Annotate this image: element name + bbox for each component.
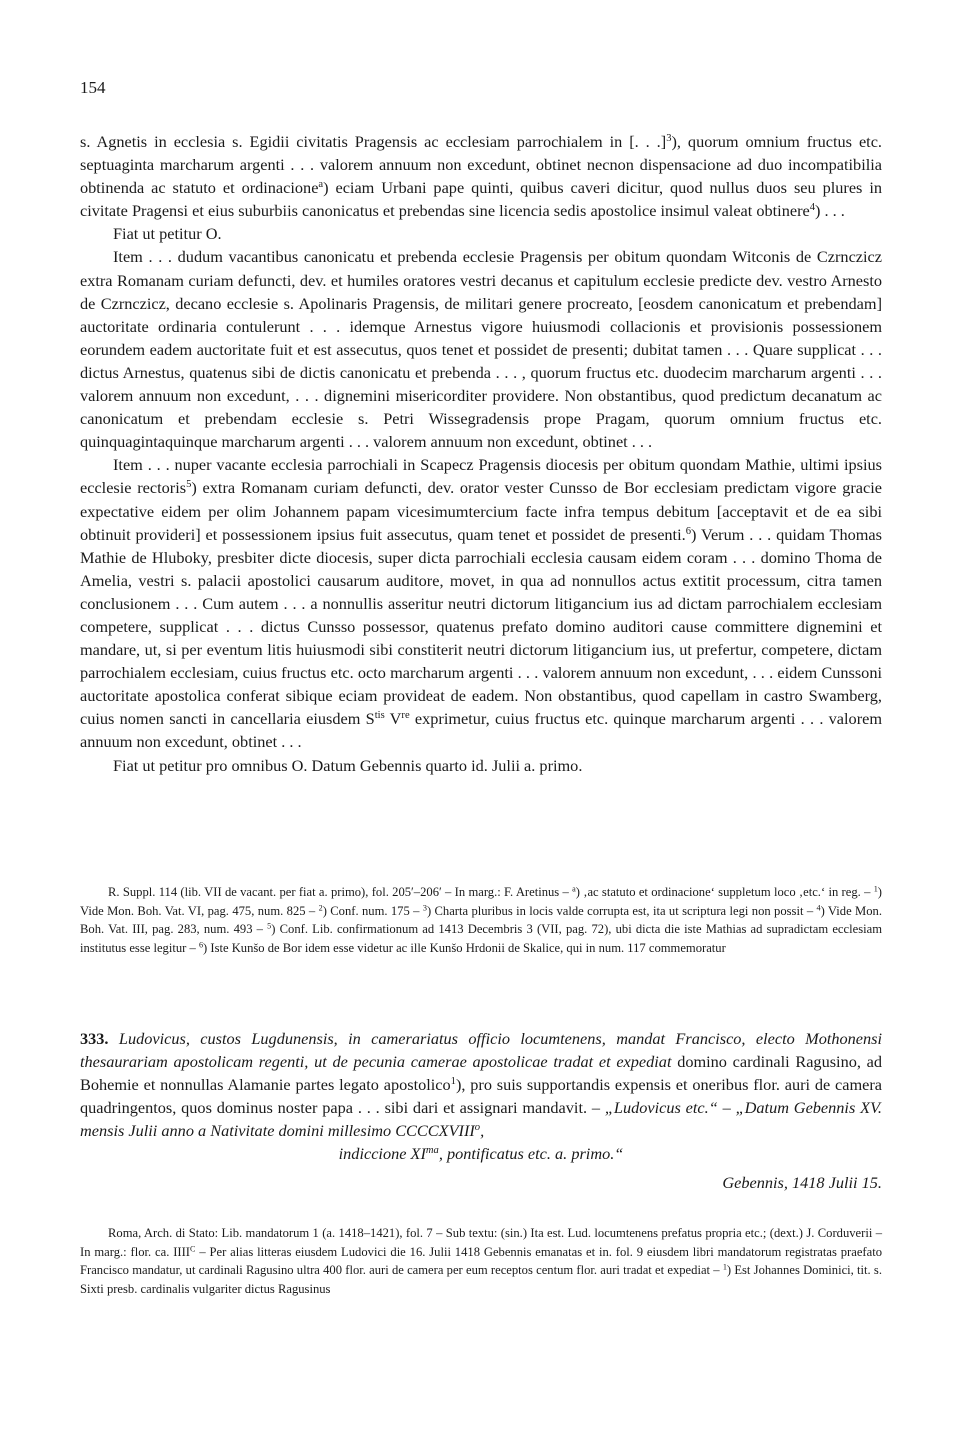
page-number: 154 xyxy=(80,78,106,97)
main-text xyxy=(80,130,882,777)
apparatus-note: Roma, Arch. di Stato: Lib. mandatorum 1 (a. 1418–1421), fol. 7 – Sub textu: (sin.) Ita est. Lud. locumtenens prefatus propria etc.; (dext.) J. Corduverii – In marg.: flor. ca. $IIII^C$ – Per alias litteras eiusdem Ludovici die 16. Julii 1418 Gebennis emanatas et in. fol. 9 eiusdem libri mandatorum registratas praefato Francisco mandatur, ut cardinali Ragusino ultra 400 flor. auri de camera per eum receptos centum flor. auri tradat et expediat – $^1$) Est Johannes Dominici, tit. s. Sixti presb. cardinalis vulgariter dictus Ragusinus xyxy=(80,1226,883,1297)
source-apparatus xyxy=(80,1224,882,1299)
footnote-ref: 6 xyxy=(685,525,691,537)
footnote-ref: 4 xyxy=(809,202,816,214)
critical-apparatus xyxy=(80,883,882,958)
footnote-ref: 3 xyxy=(666,133,672,145)
paragraph-2: Fiat ut petitur O. xyxy=(113,224,222,244)
entry-date: Gebennis, 1418 Julii 15. xyxy=(722,1172,882,1192)
apparatus-note: R. Suppl. 114 (lib. VII de vacant. per fiat a. primo), fol. 205′–206′ – In marg.: F. Aretinus – $^a$) ‚ac statuto et ordinacione‘ suppletum loco ‚etc.‘ in reg. – $^1$) Vide Mon. Boh. Vat. VI, pag. 475, num. 825 – $^2$) Conf. num. 175 – $^3$) Charta pluribus in locis valde corrupta est, ita ut scriptura legi non possit – $^4$) Vide Mon. Boh. Vat. III, pag. 283, num. 493 – $^5$) Conf. Lib. confirmationum ad 1413 Decembris 3 (VII, pag. 72), ubi dicta die iste Mathias ad supradictam ecclesiam institutus esse legitur – $^6$) Iste Kunšo de Bor idem esse videtur ac ille Kunšo Hrdonii de Skalice, qui in num. 117 commemoratur xyxy=(80,884,882,956)
paragraph-4: Item . . . nuper vacante ecclesia parrochiali in Scapecz Pragensis diocesis per obitum quondam Mathie, ultimi ipsius ecclesie rectoris$^5$) extra Romanam curiam defuncti, dev. orator vester Cunsso de Bor ecclesiam predictam vigore gracie expectative eidem per olim Johannem papam vicesimumtercium facte infra tempus debitum [acceptavit et de ea sibi obtinuit provideri] et possessionem ipsius fuit assecutus, quam tenet et possidet de presenti.$^6$) Verum . . . quidam Thomas Mathie de Hluboky, presbiter dicte diocesis, super dicta parrochiali ecclesia causam eidem coram . . . domino Thoma de Amelia, vestri s. palacii apostolici causarum auditore, movet, in qua ad nonnullos actus extitit processum, citra tamen conclusionem . . . Cum autem . . . a nonnullis asseritur neutri dictorum litigancium ius ad dictam parrochialem ecclesiam competere, supplicat . . . dictus Cunsso possessor, quatenus prefato domino auditori cause committere dignemini et mandare, ut, si per eventum litis huiusmodi sibi constiterit neutri dictorum litigancium ius, ut prefertur, competere, dictam parrochialem ecclesiam, cuius fructus etc. octo marcharum argenti . . . valorem annuum non excedunt, . . . eidem Cunssoni auctoritate apostolica conferat sibique eciam provideat de eadem. Non obstantibus, quod capellam in castro Swamberg, cuius nomen sancti in cancellaria eiusdem $S^{tis}$ Vre exprimetur, cuius fructus etc. quinque marcharum argenti . . . valorem annuum non excedunt, obtinet . . . xyxy=(80,455,883,752)
paragraph-3: Item . . . dudum vacantibus canonicatu et prebenda ecclesie Pragensis per obitum quondam Witconis de Czrnczicz extra Romanam curiam defuncti, dev. et humiles oratores vestri decanus et capitulum ecclesie predicte dev. vestro Arnesto de Czrnczicz, decano ecclesie s. Apolinaris Pragensis, de militari genere procreato, [eosdem canonicatum et prebendam] auctoritate ordinaria contulerunt . . . idemque Arnestus vigore huiusmodi collacionis et provisionis possessionem eorundem eadem auctoritate fuit et est assecutus, quos tenet et possidet de presenti; dubitat tamen . . . Quare supplicat . . . dictus Arnestus, quatenus sibi de dictis canonicatu et prebenda . . . , quorum fructus etc. duodecim marcharum argenti . . . valorem annuum non excedunt, . . . dignemini misericorditer providere. Non obstantibus, quod predictum decanatum ac canonicatum et prebendam ecclesie s. Petri Wissegradensis prope Pragam, quorum omnium fructus etc. quinquagintaquinque marcharum argenti . . . valorem annuum non excedunt, obtinet . . . xyxy=(80,247,882,452)
entry-quote-continued: indiccione $XI^{ma}$, pontificatus etc. a. primo.“ xyxy=(338,1144,624,1164)
footnote-ref: a xyxy=(318,179,324,191)
entry-number: 333. xyxy=(80,1029,109,1048)
entry-summary: Ludovicus, custos Lugdunensis, in camerariatus officio locumtenens, mandat Francisco, electo Mothonensi thesaurariam apostolicam regenti, ut de pecunia camerae apostolicae tradat et expediat xyxy=(80,1029,883,1072)
entry-333 xyxy=(80,1027,882,1194)
footnote-ref: 5 xyxy=(186,479,192,491)
entry-regest: 333. Ludovicus, custos Lugdunensis, in camerariatus officio locumtenens, mandat Francisco, electo Mothonensi thesaurariam apostolicam regenti, ut de pecunia camerae apostolicae tradat et expediat domino cardinali Ragusino, ad Bohemie et nonnullas Alamanie partes legato apostolico$^1$), pro suis supportandis expensis et oneribus flor. auri de camera quadringentos, quos dominus noster papa . . . sibi dari et assignari mandavit. – „Ludovicus etc.“ – „Datum Gebennis XV. mensis Julii anno a Nativitate domini millesimo CCCCXVIII$^o$, xyxy=(80,1029,883,1141)
paragraph-5: Fiat ut petitur pro omnibus O. Datum Gebennis quarto id. Julii a. primo. xyxy=(113,755,583,775)
entry-quote: „Ludovicus etc.“ – „Datum Gebennis XV. mensis Julii anno a Nativitate domini millesimo CCCCXVIII xyxy=(80,1098,882,1141)
paragraph-1: s. Agnetis in ecclesia s. Egidii civitatis Pragensis ac ecclesiam parrochialem in [. . .]$^3$), quorum omnium fructus etc. septuaginta marcharum argenti . . . valorem annuum non excedunt, obtinet necnon dispensacione ad duo incompatibilia obtinenda ac statuto et ordinacione$^a$) eciam Urbani pape quinti, quibus caveri dicitur, quod nullus duos seu plures in civitate Pragensi et eius suburbiis canonicatus et prebendas sine licencia sedis apostolice insimul valeat obtinere$^4$) . . . xyxy=(80,132,882,221)
